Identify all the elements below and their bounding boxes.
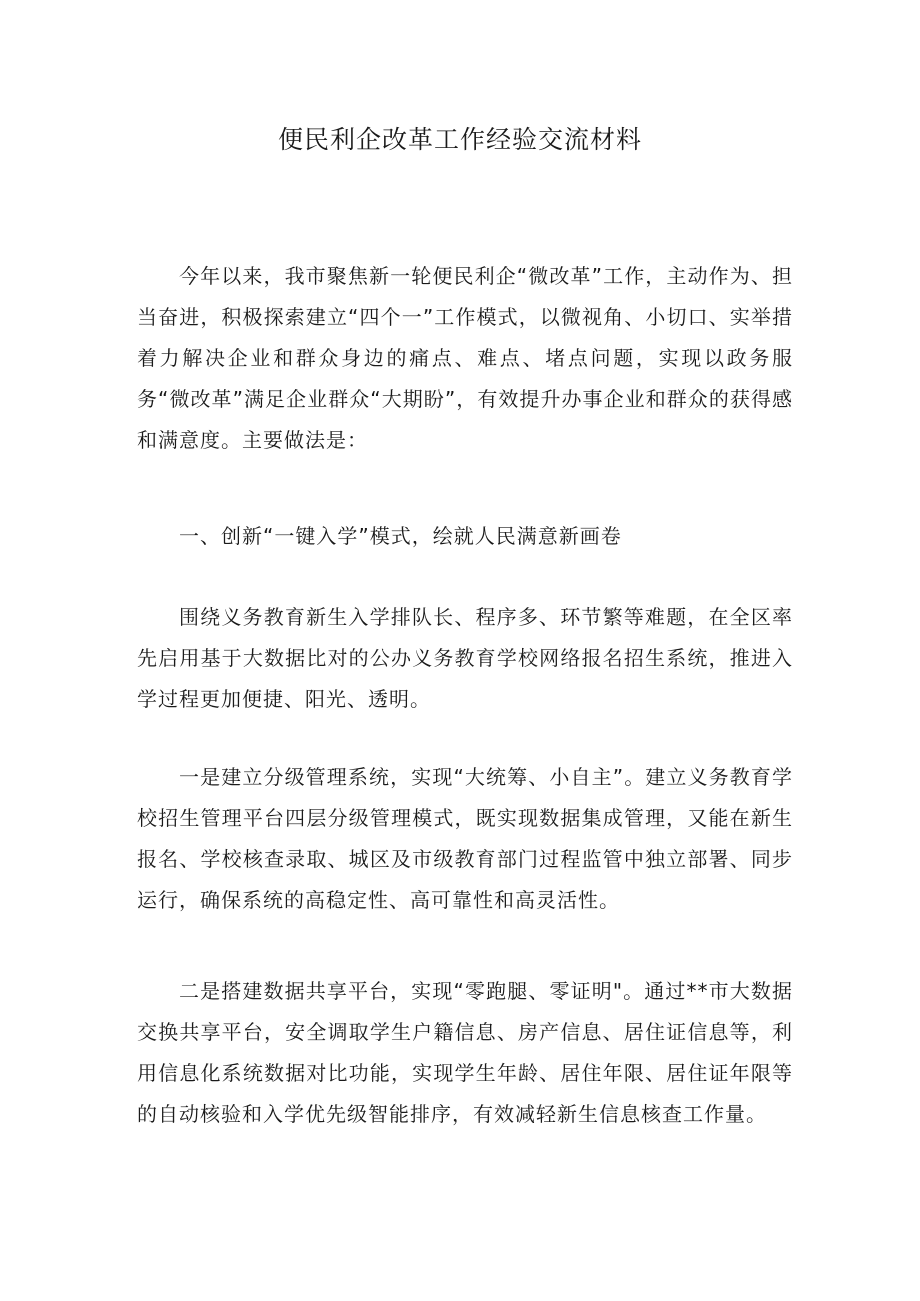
document-title: 便民利企改革工作经验交流材料 — [277, 125, 642, 154]
point-one-paragraph: 一是建立分级管理系统，实现“大统筹、小自主”。建立义务教育学校招生管理平台四层分级管理模式，既实现数据集成管理，又能在新生报名、学校核查录取、城区及市级教育部门过程监管中独立部署、同步运行，确保系统的高稳定性、高可靠性和高灵活性。 — [137, 765, 793, 912]
point-two-paragraph: 二是搭建数据共享平台，实现“零跑腿、零证明"。通过**市大数据交换共享平台，安全调取学生户籍信息、房产信息、居住证信息等，利用信息化系统数据对比功能，实现学生年龄、居住年限、居住证年限等的自动核验和入学优先级智能排序，有效减轻新生信息核查工作量。 — [137, 979, 793, 1126]
section-intro-paragraph: 围绕义务教育新生入学排队长、程序多、环节繁等难题，在全区率先启用基于大数据比对的公办义务教育学校网络报名招生系统，推进入学过程更加便捷、阳光、透明。 — [137, 605, 793, 711]
section-heading: 一、创新“一键入学”模式，绘就人民满意新画卷 — [179, 524, 622, 548]
intro-paragraph: 今年以来，我市聚焦新一轮便民利企“微改革”工作，主动作为、担当奋进，积极探索建立“四个一”工作模式，以微视角、小切口、实举措着力解决企业和群众身边的痛点、难点、堵点问题，实现以政务服务“微改革”满足企业群众“大期盼”，有效提升办事企业和群众的获得感和满意度。主要做法是： — [137, 264, 793, 452]
